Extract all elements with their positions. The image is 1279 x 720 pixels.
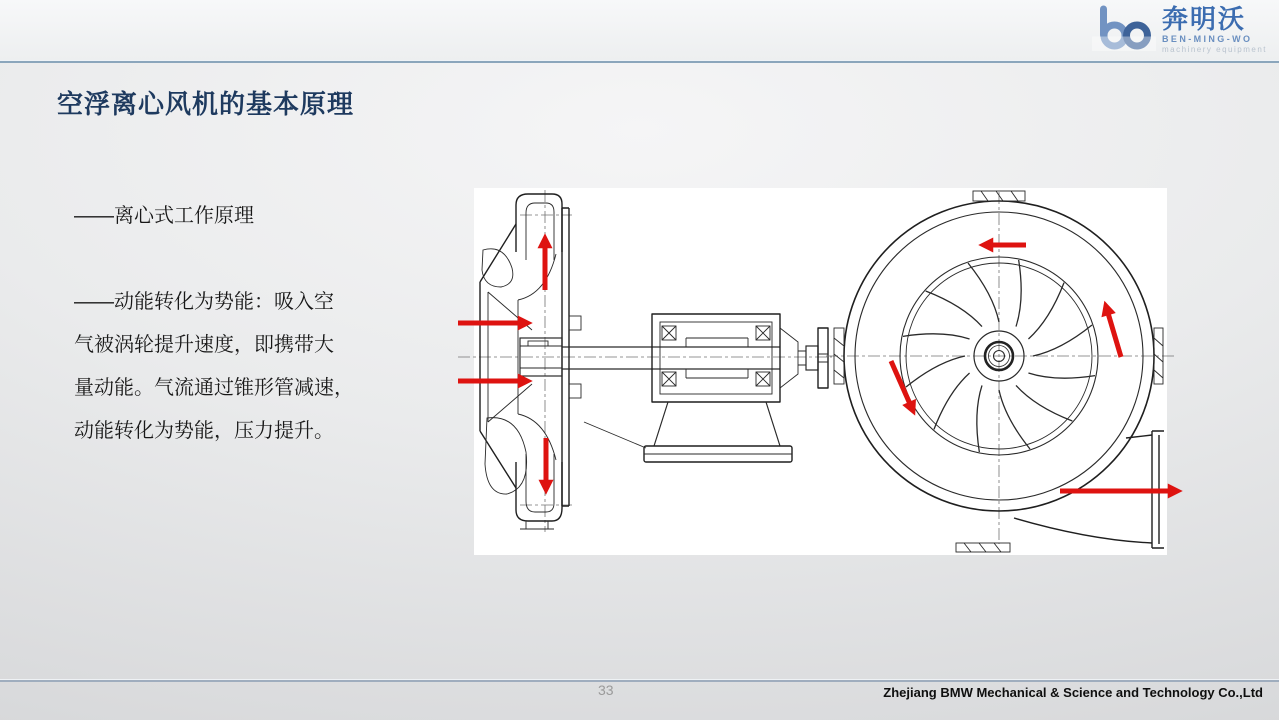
company-logo [1092,5,1267,54]
bearing-symbols [662,326,770,386]
paragraph-line: 气被涡轮提升速度，即携带大 [74,334,334,356]
rotation-arrow-right [1108,313,1121,357]
blower-diagram [450,188,1190,555]
paragraph-line: 量动能。气流通过锥形管减速， [74,377,354,399]
header-band [0,0,1279,60]
side-section-view [458,190,832,532]
flow-arrows [458,245,1170,491]
logo-text [1162,5,1267,54]
footer-company-name: Zhejiang BMW Mechanical & Science and Technology Co.,Ltd [883,685,1263,700]
page-number: 33 [598,682,614,698]
logo-bo-icon [1092,5,1156,51]
body-paragraph [74,281,454,453]
logo-name-en: BEN-MING-WO [1162,34,1253,44]
figure-panel [474,188,1167,555]
logo-name-cn: 奔明沃 [1162,4,1247,34]
header-divider [0,60,1279,63]
logo-tagline: machinery equipment [1162,45,1267,54]
paragraph-line: 动能转化为势能，压力提升。 [74,420,334,442]
subtitle-line: ——离心式工作原理 [74,205,254,227]
paragraph-line: ——动能转化为势能：吸入空 [74,291,334,313]
footer-divider [0,679,1279,682]
slide-title: 空浮离心风机的基本原理 [57,89,355,119]
